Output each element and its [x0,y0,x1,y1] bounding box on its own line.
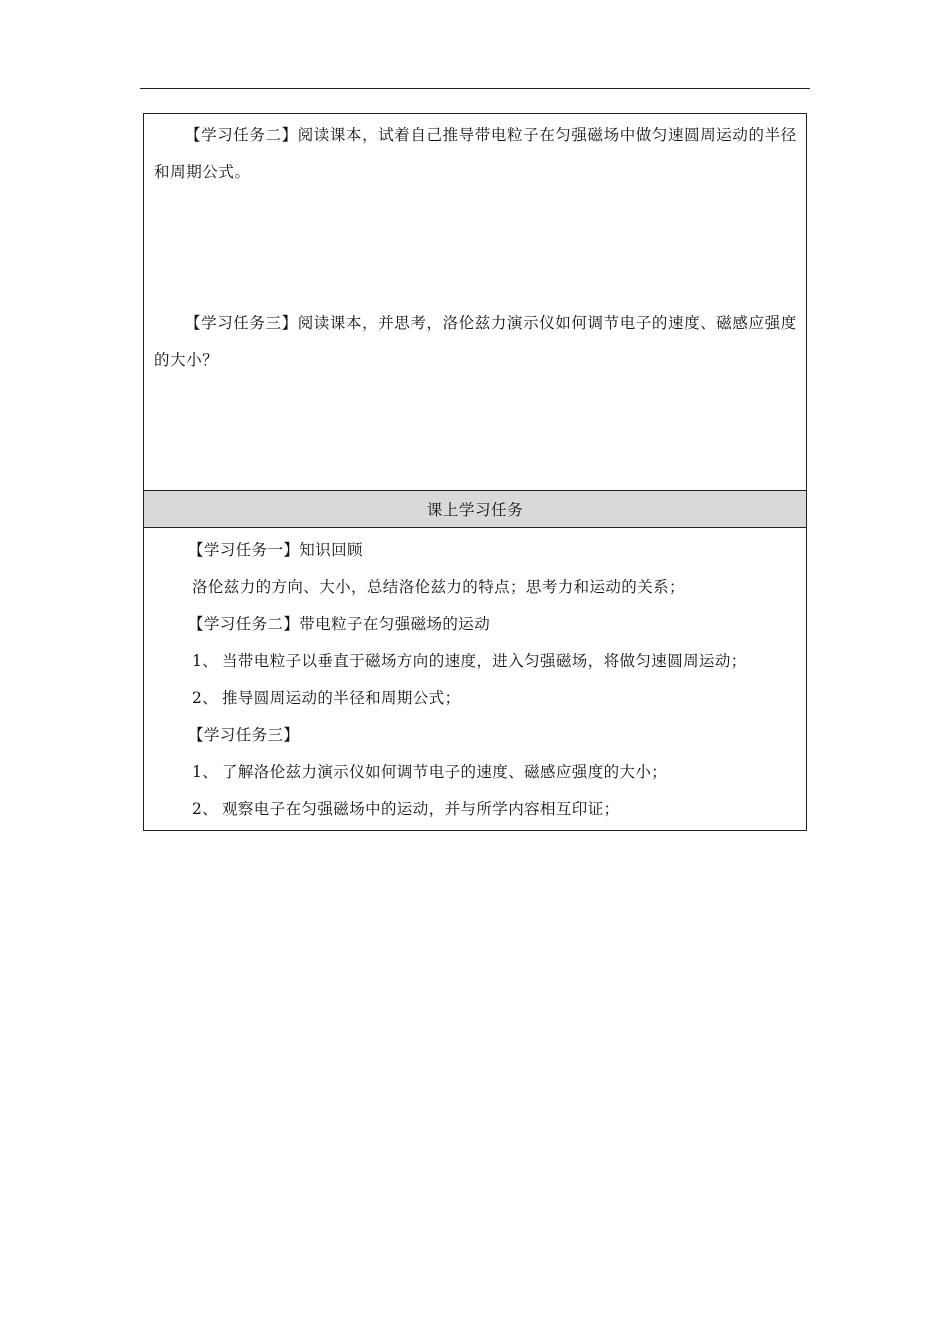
in-class-task-2-item [188,643,800,680]
list-item-text: 了解洛伦兹力演示仪如何调节电子的速度、磁感应强度的大小； [222,763,668,781]
in-class-task-3-title: 【学习任务三】 [188,726,300,744]
pre-study-task-2-text: 阅读课本，试着自己推导带电粒子在匀强磁场中做匀速圆周运动的半径和周期公式。 [154,126,797,181]
in-class-section-header: 课上学习任务 [144,491,806,528]
in-class-task-2-item [188,680,800,717]
in-class-cell [144,528,806,830]
in-class-task-1-text: 洛伦兹力的方向、大小，总结洛伦兹力的特点；思考力和运动的关系； [192,578,685,596]
pre-study-cell [144,114,806,491]
list-item-number: 1、 [192,763,219,781]
list-item-text: 当带电粒子以垂直于磁场方向的速度，进入匀强磁场，将做匀速圆周运动； [222,652,747,670]
in-class-task-3-item [188,754,800,791]
pre-study-task-3 [154,305,800,379]
in-class-task-2-title: 【学习任务二】带电粒子在匀强磁场的运动 [188,615,491,633]
in-class-task-1-title: 【学习任务一】知识回顾 [188,541,363,559]
list-item-text: 观察电子在匀强磁场中的运动，并与所学内容相互印证； [222,800,620,818]
study-task-table [143,113,807,831]
list-item-number: 2、 [192,800,219,818]
page-header-rule [140,88,810,89]
pre-study-task-3-text: 阅读课本，并思考，洛伦兹力演示仪如何调节电子的速度、磁感应强度的大小？ [154,314,797,369]
list-item-number: 1、 [192,652,219,670]
list-item-text: 推导圆周运动的半径和周期公式； [222,689,461,707]
pre-study-task-2-label: 【学习任务二】 [185,126,298,144]
pre-study-task-2 [154,117,800,191]
in-class-task-3-item [188,791,800,828]
pre-study-task-3-label: 【学习任务三】 [185,314,298,332]
list-item-number: 2、 [192,689,219,707]
